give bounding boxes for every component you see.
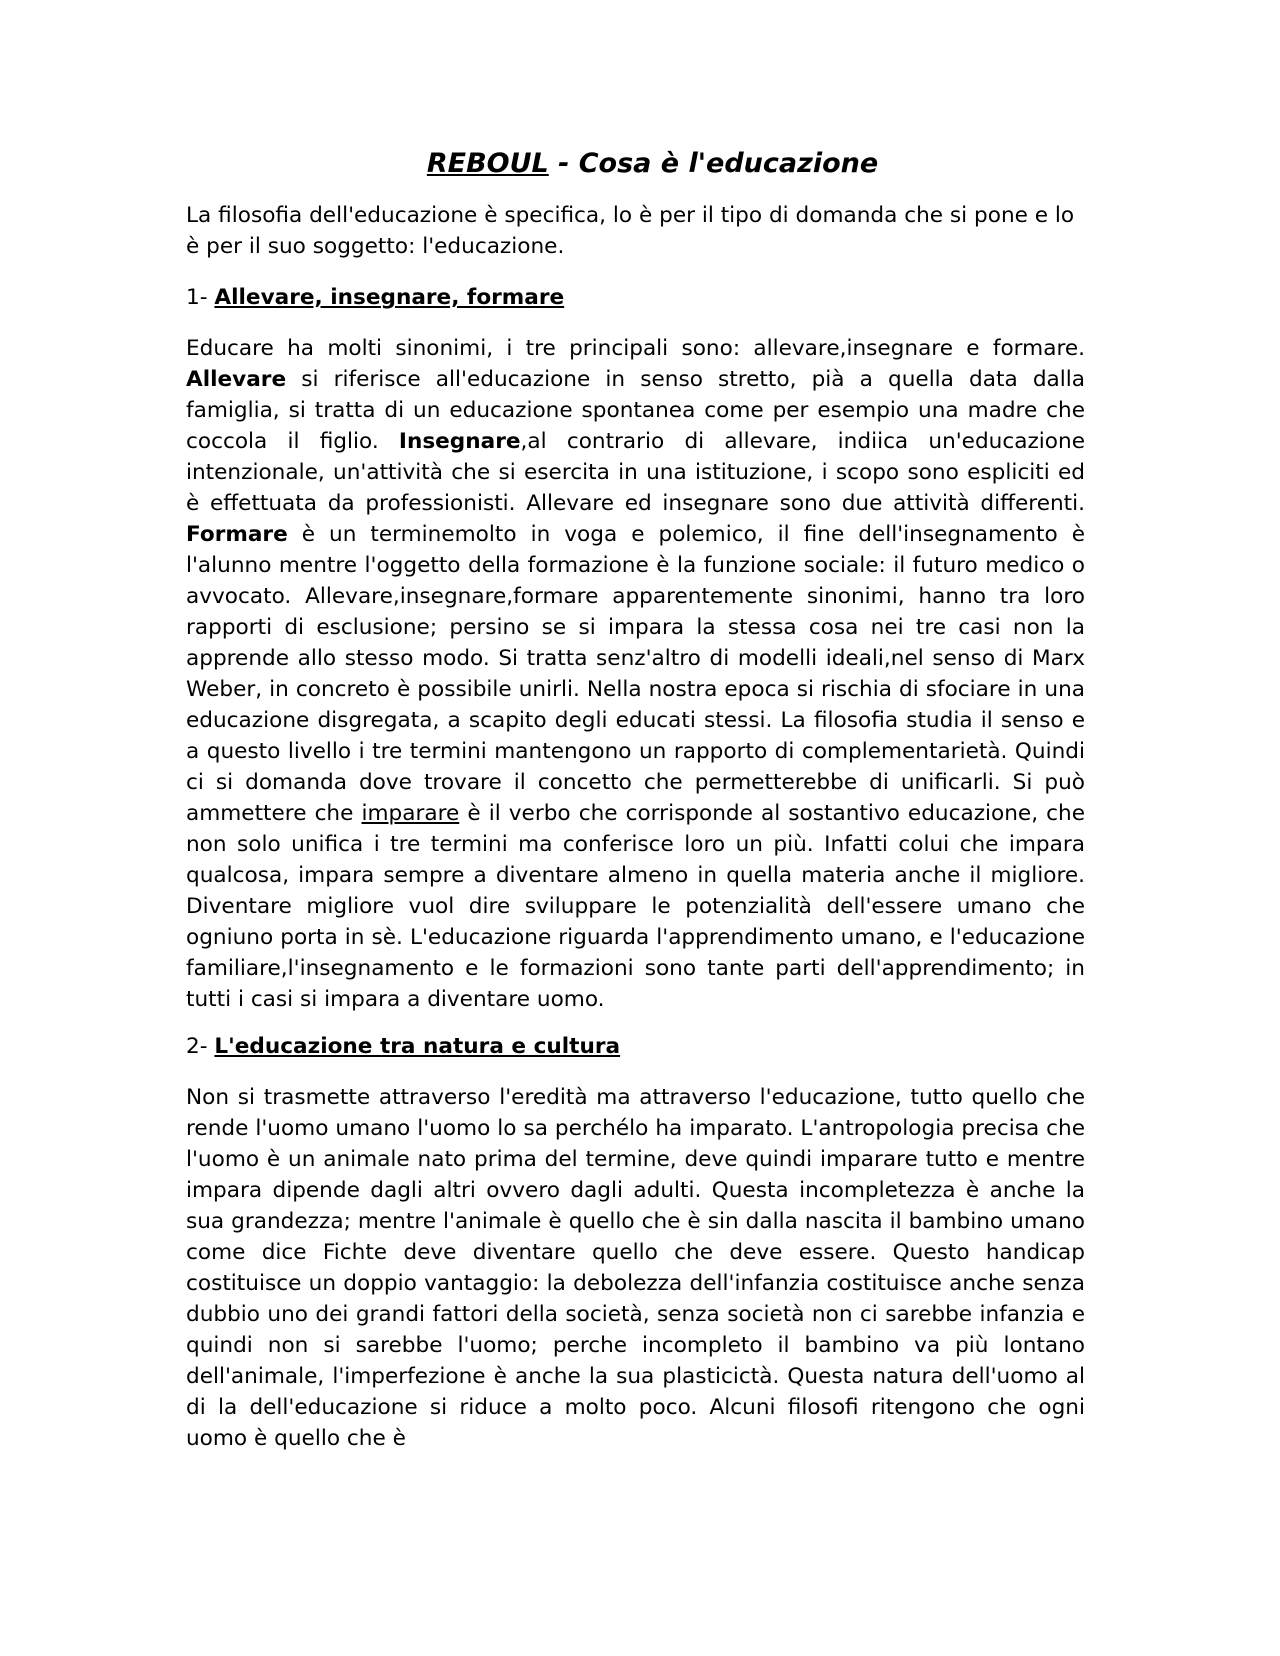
- section-1-heading: [186, 282, 1085, 313]
- term-allevare: Allevare: [186, 367, 287, 392]
- term-insegnare: Insegnare: [398, 429, 521, 454]
- intro-paragraph: La filosofia dell'educazione è specifica, lo è per il tipo di domanda che si pone e lo è per il suo soggetto: l'educazione.: [186, 203, 1075, 259]
- section-1-text-d: è un terminemolto in voga e polemico, il fine dell'insegnamento è l'alunno mentre l'oggetto della formazione è la funzione sociale: il futuro medico o avvocato. Allevare,insegnare,formare apparentemente sinonimi, hanno tra loro rapporti di esclusione; persino se si impara la stessa cosa nei tre casi non la apprende allo stesso modo. Si tratta senz'altro di modelli ideali,nel senso di Marx Weber, in concreto è possibile unirli. Nella nostra epoca si rischia di sfociare in una educazione disgregata, a scapito degli educati stessi. La filosofia studia il senso e a questo livello i tre termini mantengono un rapporto di complementarietà. Quindi ci si domanda dove trovare il concetto che permetterebbe di unificarli. Si può ammettere che: [186, 522, 1085, 826]
- section-1-heading-text: Allevare, insegnare, formare: [214, 285, 565, 310]
- section-1-number: 1-: [186, 285, 215, 310]
- section-1-paragraph: [186, 333, 1085, 1015]
- term-formare: Formare: [186, 522, 288, 547]
- section-1-text-e: è il verbo che corrisponde al sostantivo educazione, che non solo unifica i tre termini ma conferisce loro un più. Infatti colui che impara qualcosa, impara sempre a diventare almeno in quella materia anche il migliore. Diventare migliore vuol dire sviluppare le potenzialità dell'essere umano che ogniuno porta in sè. L'educazione riguarda l'apprendimento umano, e l'educazione familiare,l'insegnamento e le formazioni sono tante parti dell'apprendimento; in tutti i casi si impara a diventare uomo.: [186, 801, 1085, 1012]
- section-2-number: 2-: [186, 1034, 215, 1059]
- title-author: REBOUL: [426, 148, 549, 179]
- document-content: [186, 146, 1085, 1454]
- section-1-text-b: si riferisce all'educazione in senso stretto, pià a quella data dalla famiglia, si tratta di un educazione spontanea come per esempio una madre che coccola il figlio.: [186, 367, 1085, 454]
- term-imparare: imparare: [361, 801, 460, 826]
- document-title: [186, 146, 1085, 182]
- title-subject: - Cosa è l'educazione: [548, 148, 879, 179]
- section-2-paragraph: Non si trasmette attraverso l'eredità ma attraverso l'educazione, tutto quello che rende l'uomo umano l'uomo lo sa perchélo ha imparato. L'antropologia precisa che l'uomo è un animale nato prima del termine, deve quindi imparare tutto e mentre impara dipende dagli altri ovvero dagli adulti. Questa incompletezza è anche la sua grandezza; mentre l'animale è quello che è sin dalla nascita il bambino umano come dice Fichte deve diventare quello che deve essere. Questo handicap costituisce un doppio vantaggio: la debolezza dell'infanzia costituisce anche senza dubbio uno dei grandi fattori della società, senza società non ci sarebbe infanzia e quindi non si sarebbe l'uomo; perche incompleto il bambino va più lontano dell'animale, l'imperfezione è anche la sua plasticictà. Questa natura dell'uomo al di la dell'educazione si riduce a molto poco. Alcuni filosofi ritengono che ogni uomo è quello che è: [186, 1085, 1085, 1451]
- section-2-heading: [186, 1031, 1085, 1062]
- section-1-text-c: ,al contrario di allevare, indiica un'educazione intenzionale, un'attività che si esercita in una istituzione, i scopo sono espliciti ed è effettuata da professionisti. Allevare ed insegnare sono due attività differenti.: [186, 429, 1085, 516]
- section-2-heading-text: L'educazione tra natura e cultura: [214, 1034, 621, 1059]
- section-1-text-a: Educare ha molti sinonimi, i tre principali sono: allevare,insegnare e formare.: [186, 336, 1085, 361]
